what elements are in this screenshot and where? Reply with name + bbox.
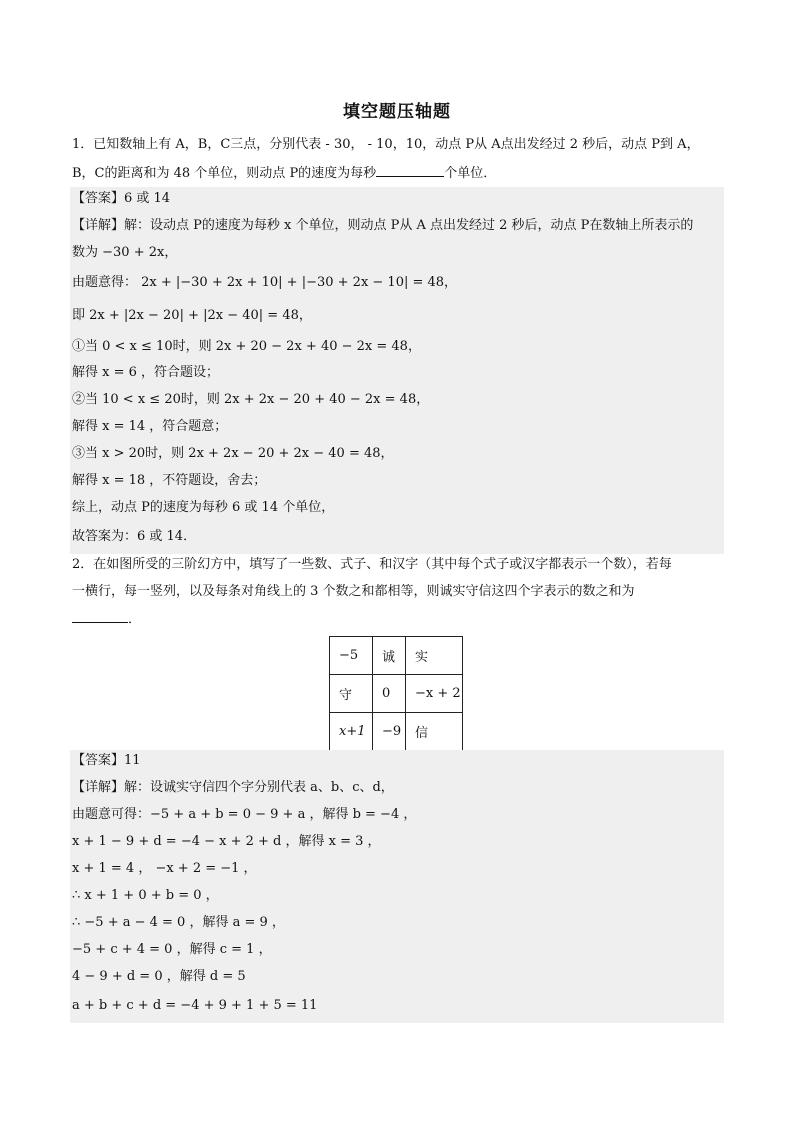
q1-text-line-2 [72,162,496,184]
q1-detail-line: 【详解】解：设动点 P的速度为每秒 x 个单位，则动点 P从 A 点出发经过 2 秒后，动点 P在数轴上所表示的 [72,218,694,233]
q2-answer-blank [72,608,128,623]
q1-text-line-2b: 个单位． [444,166,497,181]
q1-detail-line: 数为 −30 + 2x， [72,245,178,260]
table-cell: x+1 [330,713,373,751]
q1-detail-line: 解得 x = 14 ，符合题意； [72,419,228,434]
q2-detail-line: 4 − 9 + d = 0 ，解得 d = 5 [72,969,246,984]
table-row [330,675,463,713]
table-row [330,637,463,675]
q2-detail-line: ∴ x + 1 + 0 + b = 0 ， [72,888,219,903]
q1-detail-line: ②当 10 < x ≤ 20时，则 2x + 2x − 20 + 40 − 2x = 48， [72,392,430,407]
q1-detail-line: 故答案为：6 或 14． [72,529,197,544]
table-cell: 守 [330,675,373,713]
table-cell: −x + 2 [406,675,463,713]
page-title: 填空题压轴题 [343,102,451,122]
q2-detail-line: x + 1 − 9 + d = −4 − x + 2 + d ，解得 x = 3 ， [72,834,381,849]
q2-answer: 【答案】11 [72,753,141,768]
q1-answer: 【答案】6 或 14 [72,191,171,206]
q1-answer-blank [376,162,444,177]
table-cell: 信 [406,713,463,751]
q1-text-line-1: 1．已知数轴上有 A，B，C三点，分别代表 - 30， - 10，10，动点 P从 A点出发经过 2 秒后，动点 P到 A， [72,137,700,152]
q2-text-line-2: 一横行，每一竖列，以及每条对角线上的 3 个数之和都相等，则诚实守信这四个字表示的数之和为 [72,584,635,599]
table-row [330,713,463,751]
q1-detail-line: 即 2x + |2x − 20| + |2x − 40| = 48， [72,308,312,323]
q1-detail-line: 由题意得： 2x + |−30 + 2x + 10| + |−30 + 2x − 10| = 48， [72,275,458,290]
table-cell: −9 [373,713,406,751]
q2-detail-line: 【详解】解：设诚实守信四个字分别代表 a、b、c、d， [72,780,394,795]
q2-detail-line: −5 + c + 4 = 0 ，解得 c = 1 ， [72,942,272,957]
q2-text-line-1: 2．在如图所受的三阶幻方中，填写了一些数、式子、和汉字（其中每个式子或汉字都表示一个数），若每 [72,557,672,572]
q1-detail-line: 解得 x = 6 ，符合题设； [72,365,220,380]
table-cell: 诚 [373,637,406,675]
q2-text-line-3 [72,608,141,630]
q2-text-line-3-tail: ． [128,612,142,627]
table-cell: 0 [373,675,406,713]
q2-detail-line: x + 1 = 4 ， −x + 2 = −1 ， [72,861,257,876]
magic-square-table [329,636,463,751]
q1-detail-line: 综上，动点 P的速度为每秒 6 或 14 个单位， [72,500,335,515]
q2-detail-line: 由题意可得：−5 + a + b = 0 − 9 + a ，解得 b = −4 ， [72,807,417,822]
table-cell: −5 [330,637,373,675]
table-cell: 实 [406,637,463,675]
q1-text-line-2a: B，C的距离和为 48 个单位，则动点 P的速度为每秒 [72,166,377,181]
q2-detail-line: a + b + c + d = −4 + 9 + 1 + 5 = 11 [72,998,318,1013]
q1-detail-line: 解得 x = 18 ，不符题设，舍去； [72,473,267,488]
q2-detail-line: ∴ −5 + a − 4 = 0 ，解得 a = 9 ， [72,915,285,930]
q1-detail-line: ①当 0 < x ≤ 10时，则 2x + 20 − 2x + 40 − 2x = 48， [72,339,421,354]
q1-detail-line: ③当 x > 20时，则 2x + 2x − 20 + 2x − 40 = 48， [72,446,394,461]
